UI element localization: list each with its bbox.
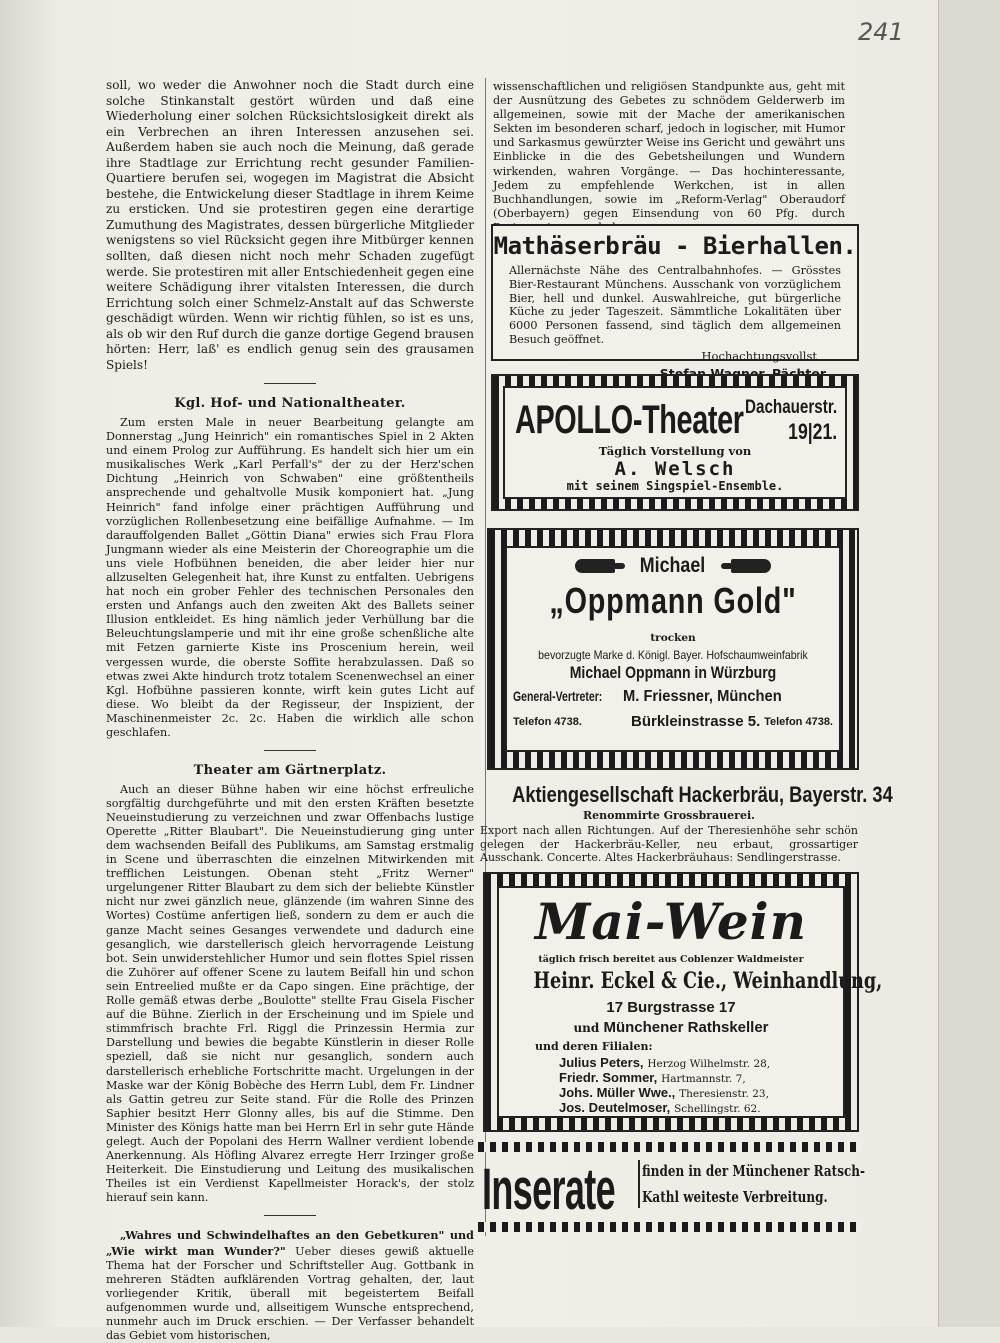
ad-maiwein-address: 17 Burgstrasse 17 xyxy=(606,999,736,1016)
branch-name: Johs. Müller Wwe., xyxy=(559,1085,676,1100)
list-item xyxy=(559,1071,770,1086)
ad-maiwein-rathskeller: Münchener Rathskeller xyxy=(603,1019,769,1036)
ad-hacker-body: Export nach allen Richtungen. Auf der Theresienhöhe sehr schön gelegen der Hackerbräu-Keller, neu erbaut, grossartiger Ausschank. Concerte. Altes Hackerbräuhaus: Sendlingerstrasse. xyxy=(480,824,858,865)
pointing-hand-icon xyxy=(575,559,615,573)
ad-oppmann-gold: „Oppmann Gold" xyxy=(549,580,797,621)
ad-mathaeser-greeting: Hochachtungsvollst xyxy=(701,348,817,363)
branch-address: Theresienstr. 23, xyxy=(679,1088,769,1100)
list-item xyxy=(559,1101,770,1116)
ad-oppmann-address: Bürkleinstrasse 5. xyxy=(631,713,761,730)
ad-apollo-street: Dachauerstr. xyxy=(744,397,837,418)
left-column xyxy=(106,78,474,1343)
ad-apollo-number: 19|21. xyxy=(788,419,837,444)
heading-nationaltheater: Kgl. Hof- und Nationaltheater. xyxy=(174,396,406,412)
ad-oppmann-michael: Michael xyxy=(640,554,706,577)
branch-name: Julius Peters, xyxy=(559,1055,644,1070)
ad-maiwein-inner xyxy=(497,886,883,1118)
ad-hacker xyxy=(480,782,893,865)
branch-name: Jos. Deutelmoser, xyxy=(559,1100,671,1115)
ad-maiwein xyxy=(483,872,883,1132)
continuation-paragraph: wissenschaftlichen und religiösen Standpunkte aus, geht mit der Ausnützung des Gebetes zu schnödem Gelderwerb im allgemeinen, sowie mit der Mache der amerikanischen Sekten im besonderen scharf, jedoch in logischer, mit Humor und Sarkasmus gewürzter Weise ins Gericht und gewährt uns Einblicke in die des Gebetsheilungen und Wundern wirkenden, wahren Vorgänge. — Das hochinteressante, Jedem zu empfehlende Werkchen, ist in allen Buchhandlungen, sowie im „Reform-Verlag" Oberaudorf (Oberbayern) gegen Einsendung von 60 Pfg. durch xyxy=(493,80,845,220)
ad-oppmann-agent-label: General-Vertreter: xyxy=(513,688,603,704)
ad-apollo-daily: Täglich Vorstellung von xyxy=(598,444,752,458)
section-gaertnerplatz: Auch an dieser Bühne haben wir eine höchst erfreuliche sorgfältig durchgeführte und mit den ersten Kräften besetzte Neueinstudierung zu verzeichnen und zwar Offenbachs lustige Operette „Ritter Blaubart". Die Neueinstudierung ging unter dem wachsenden Beifall des Publikums, am Samstag erstmalig in Scene und überraschten die einzelnen Mitwirkenden mit trefflichen Leistungen. Obenan steht „Fritz Werner" urgelungener Ritter Blaubart zu dem sich der beliebte Künstler nicht nur zwei gänzlich neue, glänzende (im wahren Sinne des Wortes) Costüme anfertigen ließ, sondern zu dem er auch die ganze Macht seines Gesanges verwendete und dadurch eine gesanglich, wie darstellerisch gleich hervorragende Leistung bot. Sein unwiderstehlicher Humor und sein flottes Spiel rissen die Zuhörer auf offener Scene zu lautem Beifall hin und schon sein Entreelied mußte er da Capo singen. Eine prächtige, der Rolle gemäß etwas derbe „Boulotte" stellte Frau Gisela Fischer auf die Bühne. Zierlich in der Erscheinung und im Spiele und stimmfrisch brachte Frl. Riggl die Prinzessin Hermia zur Darstellung und bewies die begabte Künstlerin in dieser Rolle speziell, daß sie nicht nur gesanglich, sondern auch darstellerisch erhebliche Fortschritte macht. Urgelungen in der Maske war der König Bobèche des Herrn Lubl, dem Fr. Lindner als Gattin getreu zur Seite stand. Für die Rolle des Prinzen Saphier besitzt Herr Glonny alles, bis auf die Stimme. Den Minister des Königs hatte man bei Herrn Erl in sehr gute Hände gelegt. Auch der Popolani des Herrn Wallner verdient lobende Anerkennung. Als Höfling Alvarez erregte Herr Irzinger große Heiterkeit. Die Einstudierung und Leitung des musikalischen Theiles ist ein Verdienst Kapellmeister Horack's, der stolz hierauf sein kann. xyxy=(106,782,474,1205)
section-nationaltheater: Zum ersten Male in neuer Bearbeitung gelangte am Donnerstag „Jung Heinrich" ein romantisches Spiel in 2 Akten und einem Prolog zur Aufführung. Es handelt sich hier um ein musikalisches Werk „Karl Perfall's" der zu der Herz'schen Dichtung „Heinrich von Schwaben" eine größtentheils ansprechende und gehaltvolle Musik komponiert hat. „Jung Heinrich" fand infolge einer prächtigen Aufführung und vorzüglichen Rollenbesetzung eine beifällige Aufnahme. — Im darauffolgenden Ballet „Göttin Diana" erwies sich Frau Flora Jungmann wieder als eine Meisterin der Choreographie um die uns viele Hofbühnen beneiden, die aber leider hier nur allzuselten Gelegenheit hat, ihre Kunst zu entfalten. Uebrigens hat noch ein grober Fehler des technischen Personales den ersten und Anfangs auch den zweiten Akt des Ballets seiner Illusion entkleidet. Es hing nämlich jeder Verhüllung bar die Beleuchtungslamperie und mit ihr eine große schenßliche alte mit Fetzen garnierte Kiste ins Proscenium herein, weil vergessen wurde, die oberste Soffite herabzulassen. Daß so etwas zwei Akte hindurch trotz totalem Scenenwechsel an einer Kgl. Hofbühne passieren konnte, wirft kein gutes Licht auf diese. Wo bleibt da der Regisseur, der Inspizient, der Maschinenmeister 2c. 2c. Haben die wirklich alle schon geschlafen. xyxy=(106,415,474,739)
ad-maiwein-rathskeller-row xyxy=(499,1019,843,1036)
intro-paragraph: soll, wo weder die Anwohner noch die Stadt durch eine solche Stinkanstalt gestört würden und daß eine Wiederholung einer solchen Rücksichtslosigkeit direkt als ein Verbrechen an ihren Interessen anzusehen sei. Außerdem haben sie auch noch die Meinung, daß gerade ihre Stadtlage zur Errichtung recht gesunder Familien-Quartiere berufen sei, wogegen im Magistrat die Absicht bestehe, die Entwickelung dieser Stadtlage in ihrem Keime zu ersticken. Und sie protestiren gegen eine derartige Zumuthung des Magistrates, dessen bürgerliche Mitglieder wenigstens so viel Rücksicht gegen ihre Mitbürger kennen sollten, daß diesen nicht noch mehr Schaden zugefügt werde. Sie protestiren mit aller Entschiedenheit gegen eine weitere Schädigung ihrer vitalsten Interessen, die durch Errichtung solch einer Schmelz-Anstalt auf das Schwerste geschädigt würden. Wenn wir richtig fühlen, so ist es uns, als ob wir den Ruf durch die ganze dortige Gegend brausen hörten: Herr, laß' es endlich genug sein des grausamen Spiels! xyxy=(106,78,475,372)
ad-oppmann-agent-row xyxy=(513,688,833,706)
ad-oppmann-company: Michael Oppmann in Würzburg xyxy=(569,664,777,682)
branch-address: Hartmannstr. 7, xyxy=(661,1073,746,1085)
ad-inserate-title: Inserate xyxy=(482,1157,615,1222)
ad-apollo-title: APOLLO-Theater xyxy=(515,398,744,442)
ad-hacker-subtitle: Renommirte Grossbrauerei. xyxy=(583,809,755,822)
ad-mathaeser xyxy=(491,224,859,361)
ad-apollo-inner xyxy=(503,386,847,499)
heading-gaertnerplatz: Theater am Gärtnerplatz. xyxy=(193,763,387,779)
ad-oppmann-agent-name: M. Friessner, München xyxy=(623,688,782,705)
ad-inserate xyxy=(478,1142,865,1232)
ad-apollo-ensemble: mit seinem Singspiel-Ensemble. xyxy=(566,479,784,493)
ad-maiwein-filialen: und deren Filialen: xyxy=(535,1040,653,1053)
ad-apollo xyxy=(491,374,859,511)
list-item xyxy=(559,1056,770,1071)
section-3-title: „Wahres und Schwindelhaftes an den Gebetkuren" und „Wie wirkt man Wunder?" xyxy=(106,1228,474,1258)
ad-hacker-title: Aktiengesellschaft Hackerbräu, Bayerstr. 34 xyxy=(512,782,893,807)
ad-mathaeser-title: Mathäserbräu - Bierhallen. xyxy=(493,232,857,260)
page-edge xyxy=(938,0,1000,1327)
list-item xyxy=(559,1086,770,1101)
section-rule xyxy=(264,750,316,751)
branch-name: Friedr. Sommer, xyxy=(559,1070,658,1085)
ad-oppmann-brand: bevorzugte Marke d. Königl. Bayer. Hofschaumweinfabrik xyxy=(538,648,808,662)
ad-inserate-line2: Kathl weiteste Verbreitung. xyxy=(642,1188,828,1206)
right-column-continuation xyxy=(493,80,845,235)
ad-maiwein-company: Heinr. Eckel & Cie., Weinhandlung, xyxy=(533,968,883,994)
ad-maiwein-title: Mai-Wein xyxy=(535,892,807,951)
ad-maiwein-und: und xyxy=(573,1021,600,1035)
ad-inserate-line1: finden in der Münchener Ratsch- xyxy=(642,1162,865,1180)
ad-maiwein-branch-list xyxy=(559,1056,770,1116)
ad-maiwein-subtitle: täglich frisch bereitet aus Coblenzer Waldmeister xyxy=(538,954,804,965)
ad-oppmann-tel-left: Telefon 4738. xyxy=(513,716,582,728)
ad-apollo-name: A. Welsch xyxy=(614,458,736,480)
branch-address: Herzog Wilhelmstr. 28, xyxy=(647,1058,771,1070)
section-rule xyxy=(264,383,316,384)
ad-oppmann-tel-right: Telefon 4738. xyxy=(764,716,833,728)
section-rule xyxy=(264,1215,316,1216)
ad-oppmann-trocken: trocken xyxy=(650,632,696,644)
ad-inserate-top-border xyxy=(478,1142,862,1152)
ad-oppmann-michael-row xyxy=(507,554,839,578)
ad-oppmann xyxy=(487,528,859,770)
pointing-hand-icon xyxy=(731,559,771,573)
branch-address: Schellingstr. 62. xyxy=(674,1103,761,1115)
ad-oppmann-inner xyxy=(505,546,841,752)
ad-apollo-address xyxy=(745,396,837,444)
ad-mathaeser-body: Allernächste Nähe des Centralbahnhofes. — Grösstes Bier-Restaurant Münchens. Ausschank von vorzüglichem Bier, hell und dunkel. Auswahlreiche, gut bürgerliche Küche zu jeder Tageszeit. Sämmtliche Lokalitäten über 6000 Personen fassend, sind täglich dem allgemeinen Besuch geöffnet. xyxy=(509,264,841,346)
ad-inserate-bottom-border xyxy=(478,1222,862,1232)
section-gebetkuren: Ueber dieses gewiß aktuelle Thema hat der Forscher und Schriftsteller Aug. Gottbank in mehreren Städten aufklärenden Vortrag gehalten, der, laut vorliegender Kritik, überall mit begeistertem Beifall aufgenommen wurde und, allseitigem Wunsche entsprechend, nunmehr auch im Druck erschien. — Der Verfasser behandelt das Gebiet vom historischen, xyxy=(106,1244,474,1343)
page-number: 241 xyxy=(858,18,904,46)
